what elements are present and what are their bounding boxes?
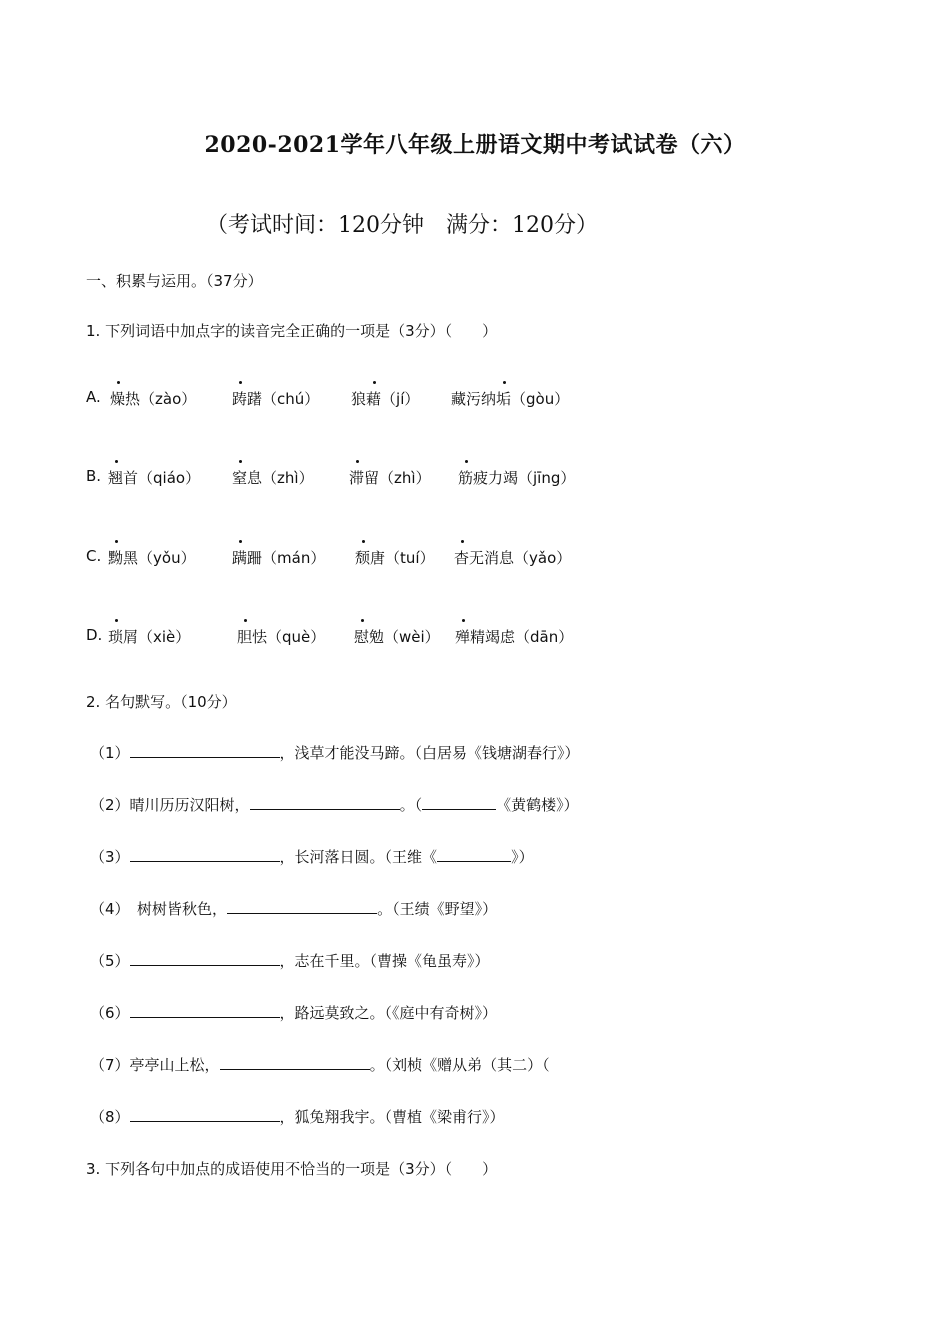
line-number: （2） [90, 796, 130, 814]
question-1-stem: 1. 下列词语中加点字的读音完全正确的一项是（3分）（ ） [86, 322, 498, 340]
item-text-post: 首（qiáo） [123, 469, 201, 487]
given-text: 亭亭山上松， [129, 1056, 220, 1074]
dotted-character: 翘 [108, 469, 124, 487]
recitation-line [90, 1002, 497, 1023]
item-text-post: 疲力竭（jīng） [473, 469, 576, 487]
option-item [232, 467, 314, 488]
item-text-post: （gòu） [511, 390, 570, 408]
option-letter: C. [86, 547, 102, 565]
item-text-post: 息（zhì） [247, 469, 314, 487]
item-text-post: 留（zhì） [364, 469, 431, 487]
answer-blank[interactable] [437, 847, 511, 862]
option-item [351, 388, 419, 409]
option-letter: A. [86, 388, 101, 406]
line-number: （1） [90, 744, 130, 762]
dotted-character: 垢 [496, 390, 512, 408]
dotted-character: 窒 [232, 469, 248, 487]
option-item [108, 467, 200, 488]
given-text: 晴川历历汉阳树， [129, 796, 250, 814]
option-item [232, 547, 325, 568]
dotted-character: 筋 [458, 469, 474, 487]
given-text: ，路远莫致之。（《庭中有奇树》） [279, 1004, 498, 1022]
answer-blank[interactable] [130, 1107, 280, 1122]
option-item [237, 626, 325, 647]
dotted-character: 黝 [108, 549, 124, 567]
option-item [108, 547, 196, 568]
given-text: 树树皆秋色， [137, 900, 228, 918]
answer-blank[interactable] [220, 1055, 370, 1070]
answer-blank[interactable] [422, 795, 496, 810]
recitation-line [90, 1054, 550, 1075]
line-number: （8） [90, 1108, 130, 1126]
answer-blank[interactable] [250, 795, 400, 810]
recitation-line [90, 950, 490, 971]
recitation-line [90, 1106, 505, 1127]
answer-blank[interactable] [130, 951, 280, 966]
dotted-character: 殚 [455, 628, 471, 646]
source-text: 》） [511, 848, 534, 866]
option-item [232, 388, 319, 409]
given-text: ，狐兔翔我宇。（曹植《梁甫行》） [279, 1108, 505, 1126]
question-2-stem: 2. 名句默写。（10分） [86, 693, 237, 711]
option-letter: D. [86, 626, 103, 644]
dotted-character: 杳 [454, 549, 470, 567]
option-item [355, 547, 435, 568]
item-text-post: 躇（chú） [247, 390, 320, 408]
item-text-post: （jí） [381, 390, 420, 408]
dotted-character: 藉 [366, 390, 382, 408]
given-text: ，长河落日圆。（王维《 [279, 848, 438, 866]
option-item [354, 626, 440, 647]
answer-blank[interactable] [130, 743, 280, 758]
exam-info: （考试时间：120分钟 满分：120分） [206, 213, 598, 238]
line-number: （7） [90, 1056, 130, 1074]
item-text-post: 热（zào） [125, 390, 197, 408]
item-text-post: 黑（yǒu） [123, 549, 196, 567]
item-text-pre: 藏污纳 [451, 390, 497, 408]
question-3-stem: 3. 下列各句中加点的成语使用不恰当的一项是（3分）（ ） [86, 1160, 498, 1178]
section-heading: 一、积累与运用。（37分） [86, 272, 263, 290]
given-text: ，志在千里。（曹操《龟虽寿》） [279, 952, 490, 970]
item-text-post: 跚（mán） [247, 549, 326, 567]
item-text-post: 怯（què） [252, 628, 326, 646]
line-number: （5） [90, 952, 130, 970]
line-number: （3） [90, 848, 130, 866]
option-item [349, 467, 431, 488]
recitation-line [90, 794, 579, 815]
option-item [455, 626, 573, 647]
given-text: 。（刘桢《赠从弟（其二）（ [369, 1056, 550, 1074]
given-text: ，浅草才能没马蹄。（白居易《钱塘湖春行》） [279, 744, 580, 762]
dotted-character: 琐 [108, 628, 124, 646]
answer-blank[interactable] [130, 1003, 280, 1018]
option-item [110, 388, 196, 409]
page-title: 2020-2021学年八年级上册语文期中考试试卷（六） [204, 132, 746, 158]
dotted-character: 胆 [237, 628, 253, 646]
line-number: （6） [90, 1004, 130, 1022]
dotted-character: 颓 [355, 549, 371, 567]
source-text: 《黄鹤楼》） [496, 796, 579, 814]
given-text: 。（王绩《野望》） [377, 900, 498, 918]
recitation-line [90, 846, 534, 867]
item-text-post: 勉（wèi） [369, 628, 440, 646]
option-item [458, 467, 575, 488]
dotted-character: 滞 [349, 469, 365, 487]
line-number: （4） [90, 900, 138, 918]
recitation-line [90, 742, 580, 763]
item-text-post: 无消息（yǎo） [469, 549, 572, 567]
dotted-character: 慰 [354, 628, 370, 646]
option-item [454, 547, 571, 568]
option-item [451, 388, 569, 409]
option-item [108, 626, 190, 647]
item-text-post: 屑（xiè） [123, 628, 191, 646]
given-text: 。（ [399, 796, 423, 814]
item-text-post: 唐（tuí） [370, 549, 435, 567]
answer-blank[interactable] [227, 899, 377, 914]
item-text-post: 精竭虑（dān） [470, 628, 574, 646]
option-letter: B. [86, 467, 102, 485]
dotted-character: 燥 [110, 390, 126, 408]
item-text-pre: 狼 [351, 390, 367, 408]
dotted-character: 踌 [232, 390, 248, 408]
answer-blank[interactable] [130, 847, 280, 862]
recitation-line [90, 898, 497, 919]
dotted-character: 蹒 [232, 549, 248, 567]
